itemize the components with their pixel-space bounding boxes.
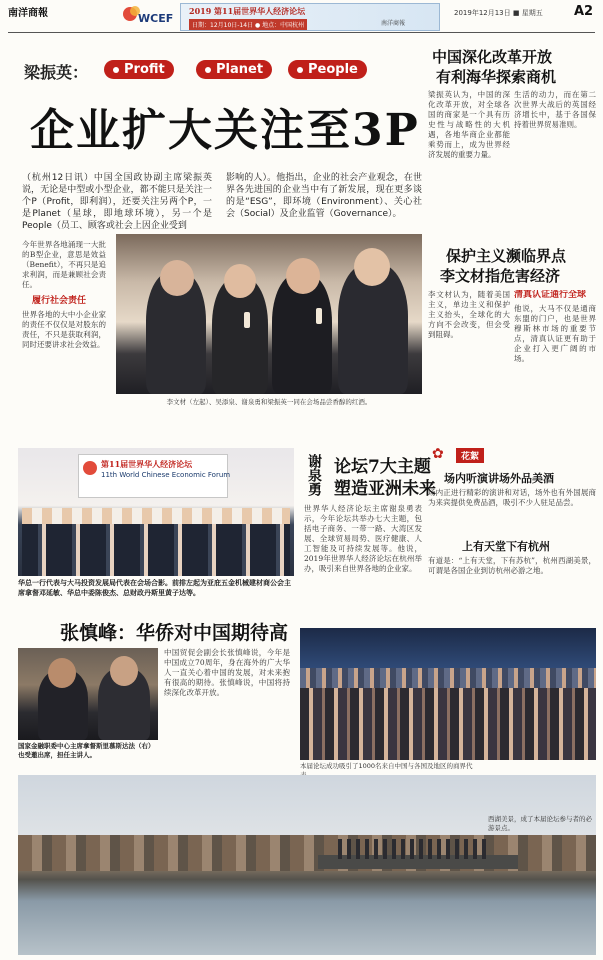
flower-icon: ✿ bbox=[432, 446, 444, 462]
reform-column-1: 梁振英认为，中国的深化改革开放，对全球各国的商家是一个具有历史性与战略性的大机遇，各地华商企业都能乘势而上，成为世界经济发展的重要力量。 bbox=[428, 90, 510, 159]
forum-sign-logo-icon bbox=[83, 461, 97, 475]
caption-forum-group: 华总一行代表与大马投资发展局代表在会场合影。前排左起为亚庇五金机械建材商公会主席拿督邓延敏、华总中委陈俊杰、总财政丹斯里黄子达等。 bbox=[18, 579, 291, 597]
subhead-halal: 清真认证通行全球 bbox=[514, 290, 587, 300]
headline-reform-line2: 有利海华探索商机 bbox=[436, 68, 557, 86]
caption-audience: 本届论坛成功吸引了1000名来自中国与各国及地区的商界代 bbox=[300, 762, 473, 770]
masthead-logo: 南洋商報 bbox=[8, 8, 48, 19]
headline-reform-line1: 中国深化改革开放 bbox=[432, 48, 553, 66]
lede-paragraph-right: 影响的人）。他指出，企业的社会产业观念，在世界各先进国的企业当中有了新发展，现在更多谈的是“ESG”，即环境（Environment）、关心社会（Social）及企业监管（Governance）。 bbox=[226, 173, 422, 219]
zhang-article-body: 中国贸促会副会长张慎峰说，今年是中国成立70周年，身在海外的广大华人一直关心着中国的发展，对未来抱有很高的期待。张慎峰说，中国将持续深化改革开放。 bbox=[164, 648, 290, 697]
protectionism-column-2-text: 他说，大马不仅是通商东盟的门户，也是世界穆斯林市场的重要节点，清真认证更有助于企业打入更广阔的市场。 bbox=[514, 304, 596, 363]
lede-paragraph-left: （杭州12日讯）中国全国政协副主席梁振英说，无论是中型或小型企业，都不能只是关注一个P（Profit，即利润），还要关注另两个P，一是Planet（星球，即地球环境），另一个是People（员工、顾客或社会上因企业受到 bbox=[22, 173, 212, 231]
photo-audience bbox=[300, 628, 596, 760]
headline-forum-line2: 塑造亚洲未来 bbox=[334, 479, 436, 499]
reform-column-2: 生活的动力，而在第二次世界大战后的英国经济增长中，基于各国保持着世界贸易准则。 bbox=[514, 90, 596, 129]
headline-protectionism-line1: 保护主义濒临界点 bbox=[446, 247, 567, 265]
dateline: 2019年12月13日 ■ 星期五 bbox=[454, 9, 543, 17]
heaven-body: 有道是：“上有天堂，下有苏杭”，杭州西湖美景，可谓是各国企业到访杭州必游之地。 bbox=[428, 556, 596, 575]
banner-title: 2019 第11届世界华人经济论坛 bbox=[189, 6, 306, 16]
headline-zhang: 张慎峰：华侨对中国期待高 bbox=[60, 622, 289, 644]
pill-planet: Planet bbox=[196, 60, 272, 79]
photo-toast bbox=[116, 234, 422, 394]
flower-body: 场内正进行精彩的演讲和对话，场外也有外国展商为来宾提供免费品酒，吸引不少人驻足品尝。 bbox=[428, 488, 596, 507]
forum-sign-english: 11th World Chinese Economic Forum bbox=[101, 471, 231, 479]
photo-forum-group bbox=[18, 448, 294, 576]
caption-speaker: 国家金融职委中心主席拿督斯里慕斯达法（右）也受邀出席，担任主讲人。 bbox=[18, 742, 155, 759]
page-number: A2 bbox=[574, 4, 594, 19]
caption-west-lake: 西湖美景，成了本届论坛参与者的必游景点。 bbox=[488, 815, 592, 832]
forum-backdrop-sign bbox=[78, 454, 231, 498]
subhead-social-responsibility: 履行社会责任 bbox=[32, 296, 87, 306]
main-headline: 企业扩大关注至3P bbox=[30, 105, 420, 156]
headline-flower: 场内听演讲场外品美酒 bbox=[444, 472, 554, 485]
headline-protectionism-line2: 李文材指危害经济 bbox=[440, 267, 561, 285]
forum-article-body: 世界华人经济论坛主席谢泉勇表示，今年论坛共举办七大主题，包括电子商务、一带一路、大湾区发展、全球贸易局势、医疗健康、人工智能及可持续发展等。他说，2019年世界华人经济论坛在杭州举办，吸引来自世界各地的企业家。 bbox=[304, 504, 422, 573]
wcef-logo bbox=[120, 2, 176, 30]
forum-sign-chinese: 第11届世界华人经济论坛 bbox=[101, 459, 193, 469]
left-column-text bbox=[22, 240, 106, 420]
left-column-para-1: 今年世界各地涌现一大批的B型企业，意思是效益（Benefit），不再只是追求利润，而是兼顾社会责任。 bbox=[22, 240, 106, 289]
protectionism-column-1: 李文材认为，随着美国主义，单边主义和保护主义抬头，全球化的大方向不会改变，但会受到阻碍。 bbox=[428, 290, 510, 339]
headline-forum-line1: 论坛7大主题 bbox=[334, 457, 431, 477]
forum-speaker-name: 谢泉勇 bbox=[306, 454, 322, 496]
logo-text: WCEF bbox=[138, 12, 174, 25]
headline-heaven: 上有天堂下有杭州 bbox=[462, 540, 550, 553]
section-tag-flower: 花絮 bbox=[456, 448, 484, 463]
banner-paper-logo: 南洋商報 bbox=[381, 20, 406, 27]
event-banner bbox=[180, 3, 440, 31]
protectionism-column-2 bbox=[514, 290, 596, 430]
photo-west-lake bbox=[18, 775, 596, 955]
left-column-para-2: 世界各地的大中小企业家的责任不仅仅是对股东的责任，不只是获取利润，同时还要讲求社会效益。 bbox=[22, 310, 106, 349]
header-rule bbox=[8, 32, 595, 33]
pill-profit: Profit bbox=[104, 60, 174, 79]
banner-subtitle: 日期：12月10日-14日 ● 地点：中国杭州 bbox=[189, 19, 307, 30]
pill-people: People bbox=[288, 60, 367, 79]
kicker-speaker: 梁振英： bbox=[24, 63, 89, 82]
caption-toast: 李文材（左起）、吴添泉、谢泉勇和梁振英一同在会场品尝香醇的红酒。 bbox=[166, 398, 372, 406]
photo-speaker bbox=[18, 648, 158, 740]
